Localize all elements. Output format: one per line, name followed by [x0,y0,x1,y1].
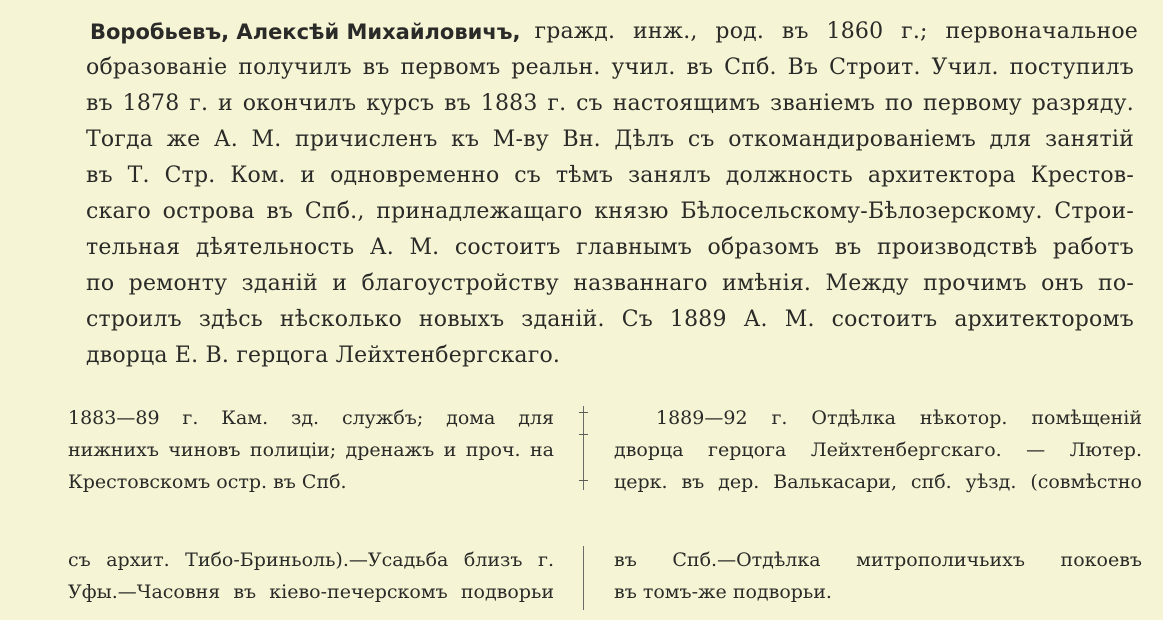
works-text: церк. въ дер. Валькасари, спб. уѣзд. (совмѣстно [614,471,1142,493]
person-name: Воробьевъ, Алексѣй Михайловичъ, [90,20,521,44]
biography-text: тельная дѣятельность А. М. состоитъ главнымъ образомъ въ производствѣ работъ [86,235,1134,260]
divider-mark [579,412,588,413]
column-divider [583,406,584,490]
works-text: 1883—89 г. Кам. зд. службъ; дома для [68,407,554,429]
works-column-right-continued [614,544,1142,608]
biography-text: въ 1878 г. и окончилъ курсъ въ 1883 г. съ настоящимъ званіемъ по первому разряду. [86,91,1134,116]
works-text: въ Спб.—Отдѣлка митрополичьихъ покоевъ [614,549,1142,571]
works-column-left [68,402,554,498]
works-text: въ томъ-же подворьи. [614,581,832,603]
column-divider [583,546,584,610]
biography-text: скаго острова въ Спб., принадлежащаго князю Бѣлосельскому-Бѣлозерскому. Строи- [86,199,1134,224]
works-text: съ архит. Тибо-Бриньоль).—Усадьба близъ г. [68,549,554,571]
divider-mark [579,480,588,481]
works-text: Крестовскомъ остр. въ Спб. [68,471,347,493]
biography-line-1 [90,14,1138,50]
works-text: 1889—92 г. Отдѣлка нѣкотор. помѣщеній [656,407,1142,429]
biography-text: образованіе получилъ въ первомъ реальн. учил. въ Спб. Въ Строит. Учил. поступилъ [86,55,1134,80]
divider-mark [579,434,588,435]
works-column-left-continued [68,544,554,608]
biography-text: по ремонту зданій и благоустройству названнаго имѣнія. Между прочимъ онъ по- [86,271,1134,296]
biography-text: гражд. инж., род. въ 1860 г.; первоначальное [534,19,1138,44]
biography-text: въ Т. Стр. Ком. и одновременно съ тѣмъ занялъ должность архитектора Крестов- [86,163,1134,188]
works-text: дворца герцога Лейхтенбергскаго. — Лютер. [614,439,1142,461]
works-text: Уфы.—Часовня въ кіево-печерскомъ подворьи [68,581,554,603]
works-text: нижнихъ чиновъ полиціи; дренажъ и проч. на [68,439,554,461]
works-column-right [614,402,1142,498]
biography-text: дворца Е. В. герцога Лейхтенбергскаго. [86,343,561,368]
biography-text: строилъ здѣсь нѣсколько новыхъ зданій. Съ 1889 А. М. состоитъ архитекторомъ [86,307,1134,332]
biography-text: Тогда же А. М. причисленъ къ М-ву Вн. Дѣлъ съ откомандированіемъ для занятій [86,127,1134,152]
